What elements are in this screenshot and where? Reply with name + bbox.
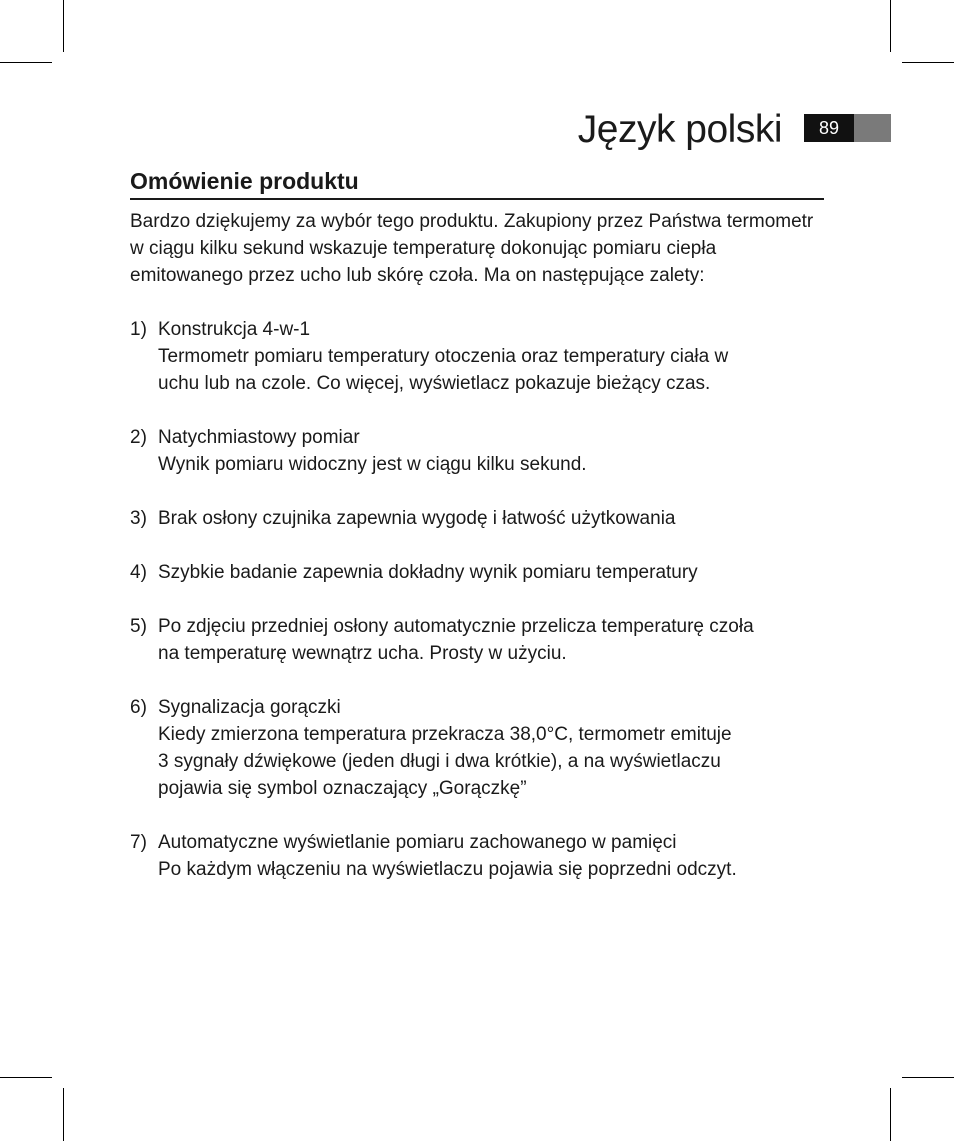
feature-description-line: pojawia się symbol oznaczający „Gorączkę”: [158, 778, 527, 799]
crop-mark-bottom-left-vertical: [63, 1088, 64, 1141]
feature-number: 3): [130, 508, 147, 529]
crop-mark-bottom-left-horizontal: [0, 1077, 52, 1078]
crop-mark-top-left-vertical: [63, 0, 64, 52]
feature-number: 2): [130, 427, 147, 448]
feature-number: 5): [130, 616, 147, 637]
feature-item: [130, 613, 824, 667]
feature-title: Konstrukcja 4-w-1: [158, 319, 311, 340]
feature-description-line: na temperaturę wewnątrz ucha. Prosty w użyciu.: [158, 643, 567, 664]
feature-description-line: Kiedy zmierzona temperatura przekracza 38,0°C, termometr emituje: [158, 724, 732, 745]
feature-description-line: Termometr pomiaru temperatury otoczenia oraz temperatury ciała w: [158, 346, 729, 367]
section-heading: Omówienie produktu: [130, 168, 359, 194]
crop-mark-top-right-horizontal: [902, 62, 954, 63]
feature-title: Automatyczne wyświetlanie pomiaru zachowanego w pamięci: [158, 832, 677, 853]
feature-number: 1): [130, 319, 147, 340]
feature-item: [130, 559, 824, 586]
feature-item: [130, 424, 824, 478]
page-number: 89: [804, 114, 854, 142]
feature-number: 7): [130, 832, 147, 853]
page-title: Język polski: [577, 108, 782, 151]
feature-description-line: Wynik pomiaru widoczny jest w ciągu kilku sekund.: [158, 454, 587, 475]
crop-mark-top-left-horizontal: [0, 62, 52, 63]
feature-description-line: uchu lub na czole. Co więcej, wyświetlacz pokazuje bieżący czas.: [158, 373, 711, 394]
feature-title: Szybkie badanie zapewnia dokładny wynik pomiaru temperatury: [158, 562, 698, 583]
page-number-badge: [804, 114, 891, 142]
crop-mark-bottom-right-vertical: [890, 1088, 891, 1141]
feature-number: 4): [130, 562, 147, 583]
crop-mark-bottom-right-horizontal: [902, 1077, 954, 1078]
feature-title: Brak osłony czujnika zapewnia wygodę i łatwość użytkowania: [158, 508, 676, 529]
feature-description-line: Po każdym włączeniu na wyświetlaczu pojawia się poprzedni odczyt.: [158, 859, 737, 880]
feature-item: [130, 316, 824, 397]
feature-item: [130, 829, 824, 883]
feature-number: 6): [130, 697, 147, 718]
crop-mark-top-right-vertical: [890, 0, 891, 52]
content: [130, 208, 824, 910]
feature-description-line: 3 sygnały dźwiękowe (jeden długi i dwa krótkie), a na wyświetlaczu: [158, 751, 721, 772]
feature-item: [130, 694, 824, 802]
section-divider: [130, 198, 824, 200]
feature-title: Sygnalizacja gorączki: [158, 697, 341, 718]
feature-list: [130, 316, 824, 883]
feature-item: [130, 505, 824, 532]
feature-title: Natychmiastowy pomiar: [158, 427, 360, 448]
intro-paragraph: Bardzo dziękujemy za wybór tego produktu. Zakupiony przez Państwa termometr w ciągu kilku sekund wskazuje temperaturę dokonując pomiaru ciepła emitowanego przez ucho lub skórę czoła. Ma on następujące zalety:: [130, 211, 814, 286]
feature-title: Po zdjęciu przedniej osłony automatycznie przelicza temperaturę czoła: [158, 616, 754, 637]
